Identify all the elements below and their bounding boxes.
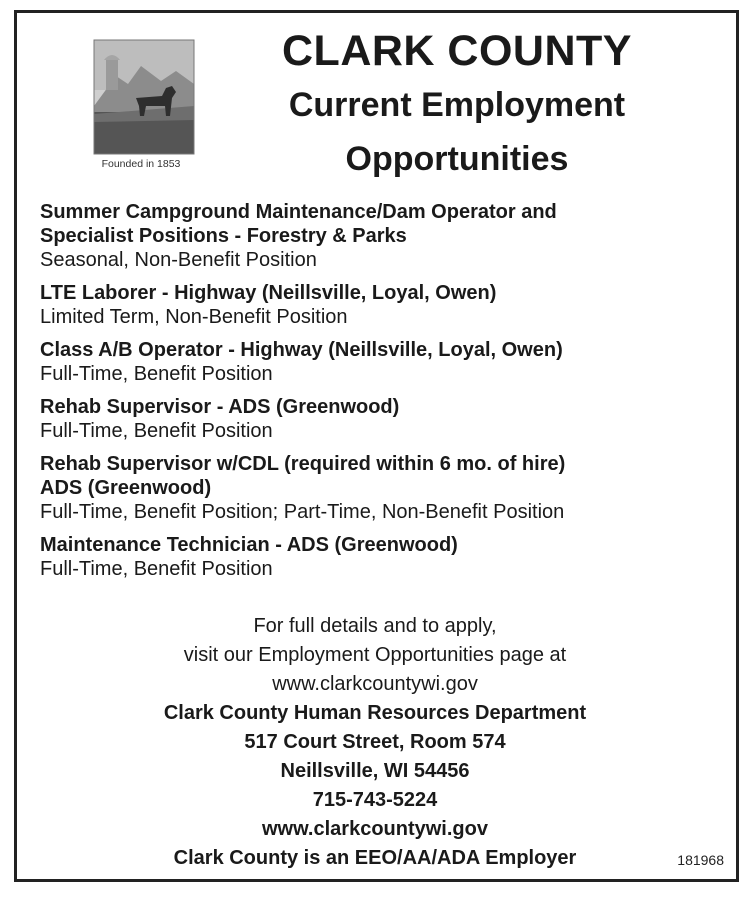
street-address: 517 Court Street, Room 574	[244, 731, 506, 753]
job-listing	[40, 281, 720, 329]
job-type: Full-Time, Benefit Position; Part-Time, Non-Benefit Position	[40, 501, 565, 523]
job-type: Full-Time, Benefit Position	[40, 363, 273, 385]
job-type: Seasonal, Non-Benefit Position	[40, 249, 317, 271]
farm-scene-icon	[66, 36, 216, 156]
apply-instructions: For full details and to apply,	[253, 615, 497, 637]
contact-info	[40, 612, 710, 873]
job-title: LTE Laborer - Highway (Neillsville, Loyal, Owen)	[40, 282, 497, 304]
title-county: CLARK COUNTY	[282, 27, 632, 75]
phone-number[interactable]: 715-743-5224	[312, 789, 438, 811]
job-list	[40, 200, 720, 590]
county-logo	[66, 36, 216, 176]
job-listing	[40, 395, 720, 443]
job-title: Class A/B Operator - Highway (Neillsville, Loyal, Owen)	[40, 339, 563, 361]
job-title: Rehab Supervisor w/CDL (required within 6 mo. of hire)	[40, 453, 566, 475]
job-type: Full-Time, Benefit Position	[40, 558, 273, 580]
job-title: Summer Campground Maintenance/Dam Operator and	[40, 201, 557, 223]
job-listing	[40, 338, 720, 386]
job-title: Rehab Supervisor - ADS (Greenwood)	[40, 396, 400, 418]
department-name: Clark County Human Resources Department	[163, 702, 587, 724]
job-title: Maintenance Technician - ADS (Greenwood)	[40, 534, 458, 556]
job-title: ADS (Greenwood)	[40, 477, 212, 499]
job-listing	[40, 452, 720, 524]
job-type: Limited Term, Non-Benefit Position	[40, 306, 348, 328]
website-link[interactable]: www.clarkcountywi.gov	[272, 673, 478, 695]
title-line-2: Current Employment	[288, 86, 626, 124]
job-type: Full-Time, Benefit Position	[40, 420, 273, 442]
page-title	[242, 24, 672, 186]
ad-reference-number: 181968	[677, 852, 724, 868]
website-link-bold[interactable]: www.clarkcountywi.gov	[262, 818, 488, 840]
logo-caption: Founded in 1853	[101, 158, 181, 170]
city-state-zip: Neillsville, WI 54456	[280, 760, 470, 782]
job-listing	[40, 533, 720, 581]
job-listing	[40, 200, 720, 272]
title-line-3: Opportunities	[345, 140, 569, 178]
apply-instructions: visit our Employment Opportunities page at	[183, 644, 567, 666]
job-title: Specialist Positions - Forestry & Parks	[40, 225, 407, 247]
eeo-statement: Clark County is an EEO/AA/ADA Employer	[173, 847, 577, 869]
